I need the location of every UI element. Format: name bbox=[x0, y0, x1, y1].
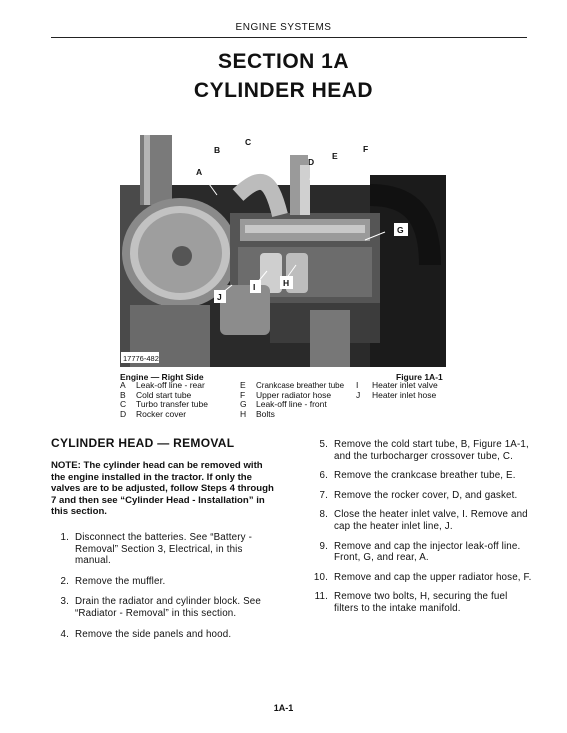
legend-item: I Heater inlet valve bbox=[356, 380, 438, 390]
section-title: CYLINDER HEAD bbox=[193, 79, 374, 102]
figure-legend-col1 bbox=[120, 381, 208, 419]
callout-a: A bbox=[196, 167, 203, 177]
legend-item: H Bolts bbox=[240, 408, 275, 419]
figure-legend-col3 bbox=[356, 381, 438, 400]
figure-caption-title: Engine — Right Side bbox=[120, 372, 204, 382]
removal-right-column bbox=[310, 439, 532, 615]
removal-left-column bbox=[51, 436, 275, 640]
list-item: 11. Remove two bolts, H, securing the fuel filters to the intake manifold. bbox=[314, 591, 508, 614]
callout-e: E bbox=[332, 151, 338, 161]
legend-item: B Cold start tube bbox=[120, 389, 192, 400]
figure-number: Figure 1A-1 bbox=[396, 372, 443, 382]
legend-item: F Upper radiator hose bbox=[240, 389, 332, 400]
legend-item: J Heater inlet hose bbox=[356, 389, 437, 400]
list-item: 3. Drain the radiator and cylinder block. See “Radiator - Removal” in this section. bbox=[60, 596, 262, 619]
removal-heading: CYLINDER HEAD — REMOVAL bbox=[51, 436, 235, 450]
engine-photo bbox=[120, 135, 446, 367]
callout-f: F bbox=[363, 144, 369, 154]
legend-item: A Leak-off line - rear bbox=[120, 380, 205, 390]
legend-item: E Crankcase breather tube bbox=[240, 380, 345, 390]
callout-i: I bbox=[253, 282, 256, 292]
callout-g: G bbox=[397, 225, 404, 235]
callout-c: C bbox=[245, 137, 252, 147]
legend-item: D Rocker cover bbox=[120, 408, 187, 419]
removal-note: NOTE: The cylinder head can be removed with the engine installed in the tractor. If only the valves are to be adjusted, follow Steps 4 through 7 and then see “Cylinder Head - Installation” in this section. bbox=[51, 460, 274, 518]
photo-id: 17776-482 bbox=[123, 354, 159, 363]
page-number: 1A-1 bbox=[273, 703, 294, 713]
callout-h: H bbox=[283, 278, 290, 288]
list-item: 2. Remove the muffler. bbox=[60, 575, 166, 587]
legend-item: G Leak-off line - front bbox=[240, 399, 327, 410]
callout-j: J bbox=[217, 292, 222, 302]
running-head: ENGINE SYSTEMS bbox=[235, 22, 332, 33]
list-item: 6. Remove the crankcase breather tube, E. bbox=[319, 470, 516, 482]
list-item: 8. Close the heater inlet valve, I. Remove and cap the heater inlet line, J. bbox=[319, 509, 528, 532]
legend-item: C Turbo transfer tube bbox=[120, 399, 208, 410]
figure-legend-col2 bbox=[240, 381, 344, 419]
list-item: 7. Remove the rocker cover, D, and gasket. bbox=[319, 489, 518, 501]
list-item: 5. Remove the cold start tube, B, Figure 1A-1, and the turbocharger crossover tube, C. bbox=[319, 439, 529, 462]
list-item: 9. Remove and cap the injector leak-off line. Front, G, and rear, A. bbox=[319, 540, 521, 564]
callout-b: B bbox=[214, 145, 221, 155]
list-item: 10. Remove and cap the upper radiator hose, F. bbox=[313, 571, 532, 583]
header-rule bbox=[51, 37, 527, 38]
list-item: 4. Remove the side panels and hood. bbox=[60, 628, 232, 640]
callout-d: D bbox=[308, 157, 315, 167]
section-number: SECTION 1A bbox=[217, 50, 350, 73]
list-item: 1. Disconnect the batteries. See “Battery - Removal” Section 3, Electrical, in this manual. bbox=[60, 531, 252, 567]
